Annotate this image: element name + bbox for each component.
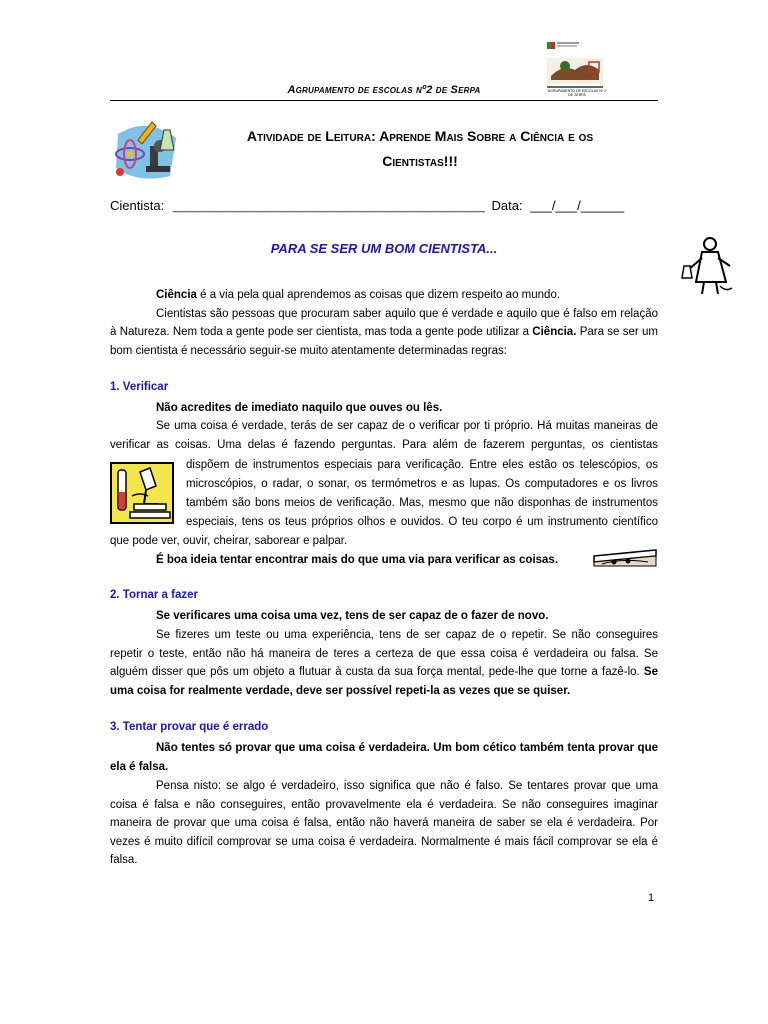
section-1-line-4: microscópios, o radar, o sonar, os termómetros e as lupas. Os computadores e os livros — [186, 478, 658, 490]
title-line-1: Atividade de Leitura: Aprende Mais Sobre a Ciência e os — [246, 128, 594, 144]
section-1-line-3: dispõem de instrumentos especiais para verificação. Entre eles estão os telescópios, os — [186, 459, 658, 471]
section-subtitle: PARA SE SER UM BOM CIENTISTA... — [270, 241, 498, 256]
intro-definition: é a via pela qual aprendemos as coisas que dizem respeito ao mundo. — [196, 289, 561, 301]
logo-caption: AGRUPAMENTO DE ESCOLAS Nº 2 DE SERPA — [547, 89, 607, 97]
school-logo — [543, 40, 609, 100]
section-1-line-5: também são bons meios de verificação. Mas, mesmo que não disponhas de instrumentos — [186, 497, 658, 509]
section-1-line-6: especiais, tens os teus próprios olhos e ouvidos. O teu corpo é um instrumento científico — [186, 516, 658, 528]
intro-paragraph-2 — [110, 305, 658, 361]
section-2-rule: Se verificares uma coisa uma vez, tens de ser capaz de o fazer de novo. — [156, 610, 549, 622]
data-label: Data: — [491, 198, 523, 213]
peeking-eyes-clipart — [592, 548, 658, 568]
student-fields — [110, 198, 658, 213]
section-1-rule: Não acredites de imediato naquilo que ouves ou lês. — [156, 402, 443, 414]
section-1-heading: 1. Verificar — [110, 381, 169, 393]
cientista-label: Cientista: — [110, 198, 165, 213]
section-1-line-1: Se uma coisa é verdade, terás de ser capaz de o verificar por ti próprio. Há muitas maneiras de — [156, 420, 658, 432]
intro-bold-term: Ciência. — [532, 326, 577, 338]
cientista-field[interactable]: ___________________________________________________ — [172, 201, 485, 213]
section-3-rule: Não tentes só provar que uma coisa é verdadeira. Um bom cético também tenta provar que ela é falsa. — [110, 742, 658, 773]
header-rule — [110, 100, 658, 101]
microscope-clipart — [110, 462, 174, 524]
section-3-text: Pensa nisto: se algo é verdadeiro, isso significa que não é falso. Se tentares provar que uma coisa é falsa e não conseguires, então provavelmente ela é verdadeira. Se não conseguires imaginar maneira de provar que uma coisa é falsa, então não haverá maneira de saber se ela é verdadeira. Por vezes é muito difícil comprovar se uma coisa é verdadeira. Normalmente é mais fácil comprovar se ela é falsa. — [110, 780, 658, 866]
section-1-tip: É boa ideia tentar encontrar mais do que uma via para verificar as coisas. — [156, 554, 559, 566]
section-2-text — [110, 626, 658, 700]
section-2-emphasis: Se uma coisa for realmente verdade, deve ser possível repeti-la as vezes que se quiser. — [110, 666, 658, 697]
section-2-heading: 2. Tornar a fazer — [110, 589, 198, 601]
school-header: Agrupamento de escolas nº2 de Serpa — [287, 84, 481, 96]
section-1-line-7: que pode ver, ouvir, cheirar, saborear e palpar. — [110, 535, 348, 547]
intro-term: Ciência — [156, 289, 197, 301]
section-2-body: Se fizeres um teste ou uma experiência, tens de ser capaz de o repetir. Se não conseguires repetir o teste, então não há maneira de teres a certeza de que essa coisa é verdadeira ou falsa. Se alguém disser que pôs um objeto a flutuar à custa da sua força mental, pede-lhe que torne a fazê-lo. — [110, 629, 658, 678]
page-number: 1 — [648, 892, 655, 904]
section-3-heading: 3. Tentar provar que é errado — [110, 721, 269, 733]
intro-text-a: Cientistas são pessoas que procuram saber aquilo que é verdade e aquilo que é falso em relação à Natureza. Nem toda a gente pode ser cientista, mas toda a gente pode utilizar a — [110, 307, 658, 338]
intro-paragraph-1 — [110, 286, 658, 360]
data-field[interactable]: ___/___/______ — [530, 198, 625, 213]
page-title — [180, 124, 660, 174]
intro-text-b: Para se ser um bom cientista é necessário seguir-se muito atentamente determinadas regras: — [110, 326, 658, 357]
science-clipart — [108, 116, 184, 184]
section-1-line-2: verificar as coisas. Uma delas é fazendo perguntas. Para além de fazerem perguntas, os cientistas — [110, 439, 658, 451]
scientist-clipart — [680, 236, 734, 296]
title-line-2: Cientistas!!! — [382, 153, 458, 169]
